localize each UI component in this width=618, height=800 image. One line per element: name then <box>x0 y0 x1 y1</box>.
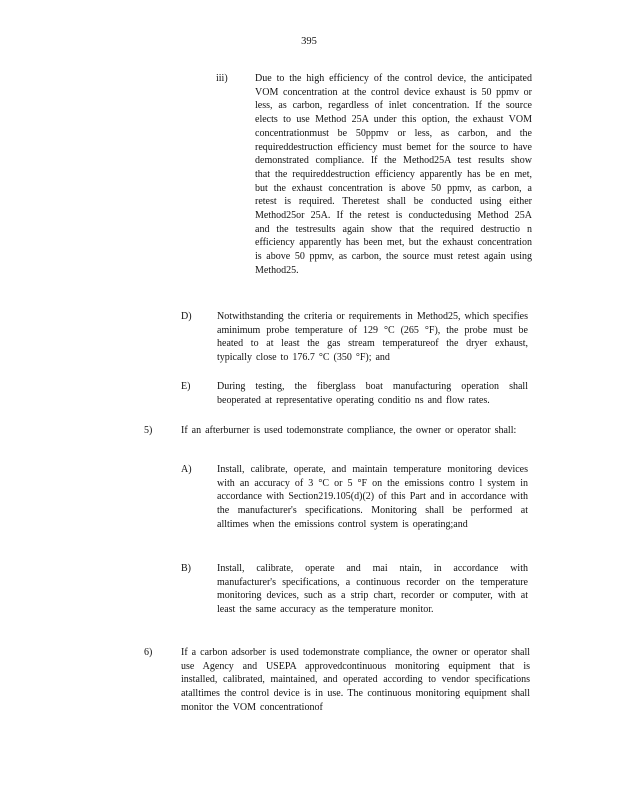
item-label-A: A) <box>181 464 192 475</box>
item-text-E: During testing, the fiberglass boat manufacturing operation shall beoperated at representative operating conditio ns and flow rates. <box>217 381 528 406</box>
item-label-iii: iii) <box>216 73 228 84</box>
item-label-E: E) <box>181 381 191 392</box>
page-number: 395 <box>301 36 317 47</box>
item-label-B: B) <box>181 563 191 574</box>
item-text-5: If an afterburner is used todemonstrate compliance, the owner or operator shall: <box>181 425 517 436</box>
item-label-5: 5) <box>144 425 153 436</box>
item-text-6: If a carbon adsorber is used todemonstrate compliance, the owner or operator shall use Agency and USEPA approvedcontinuous monitoring equipment that is installed, calibrated, maintained, and operated according to vendor specifications atalltimes the control device is in use. The continuous monitoring equipment shall monitor the VOM concentrationof <box>181 647 530 713</box>
item-text-iii: Due to the high efficiency of the control device, the anticipated VOM concentration at the control device exhaust is 50 ppmv or less, as carbon, regardless of inlet concentration. If the source elects to use Method 25A under this option, the exhaust VOM concentrationmust be 50ppmv or less, as carbon, and the requireddestruction efficiency must bemet for the source to have demonstrated compliance. If the Method25A test results show that the requireddestruction efficiency apparently has be en met, but the exhaust concentration is above 50 ppmv, as carbon, a retest is required. Theretest shall be conducted using either Method25or 25A. If the retest is conductedusing Method 25A and the testresults again show that the required destructio n efficiency apparently has been met, but the exhaust concentration is above 50 ppmv, as carbon, the source must retest again using Method25. <box>255 73 532 276</box>
item-text-D: Notwithstanding the criteria or requirements in Method25, which specifies aminimum probe temperature of 129 °C (265 °F), the probe must be heated to at least the gas stream temperatureof the dryer exhaust, typically close to 176.7 °C (350 °F); and <box>217 311 528 364</box>
item-text-B: Install, calibrate, operate and mai ntain, in accordance with manufacturer's specifications, a continuous recorder on the temperature monitoring devices, such as a strip chart, recorder or computer, with at least the same accuracy as the temperature monitor. <box>217 563 528 616</box>
item-label-D: D) <box>181 311 192 322</box>
item-label-6: 6) <box>144 647 153 658</box>
item-text-A: Install, calibrate, operate, and maintain temperature monitoring devices with an accuracy of 3 °C or 5 °F on the emissions contro l system in accordance with Section219.105(d)(2) of this Part and in accordance with the manufacturer's specifications. Monitoring shall be performed at alltimes when the emissions control system is operating;and <box>217 464 528 530</box>
